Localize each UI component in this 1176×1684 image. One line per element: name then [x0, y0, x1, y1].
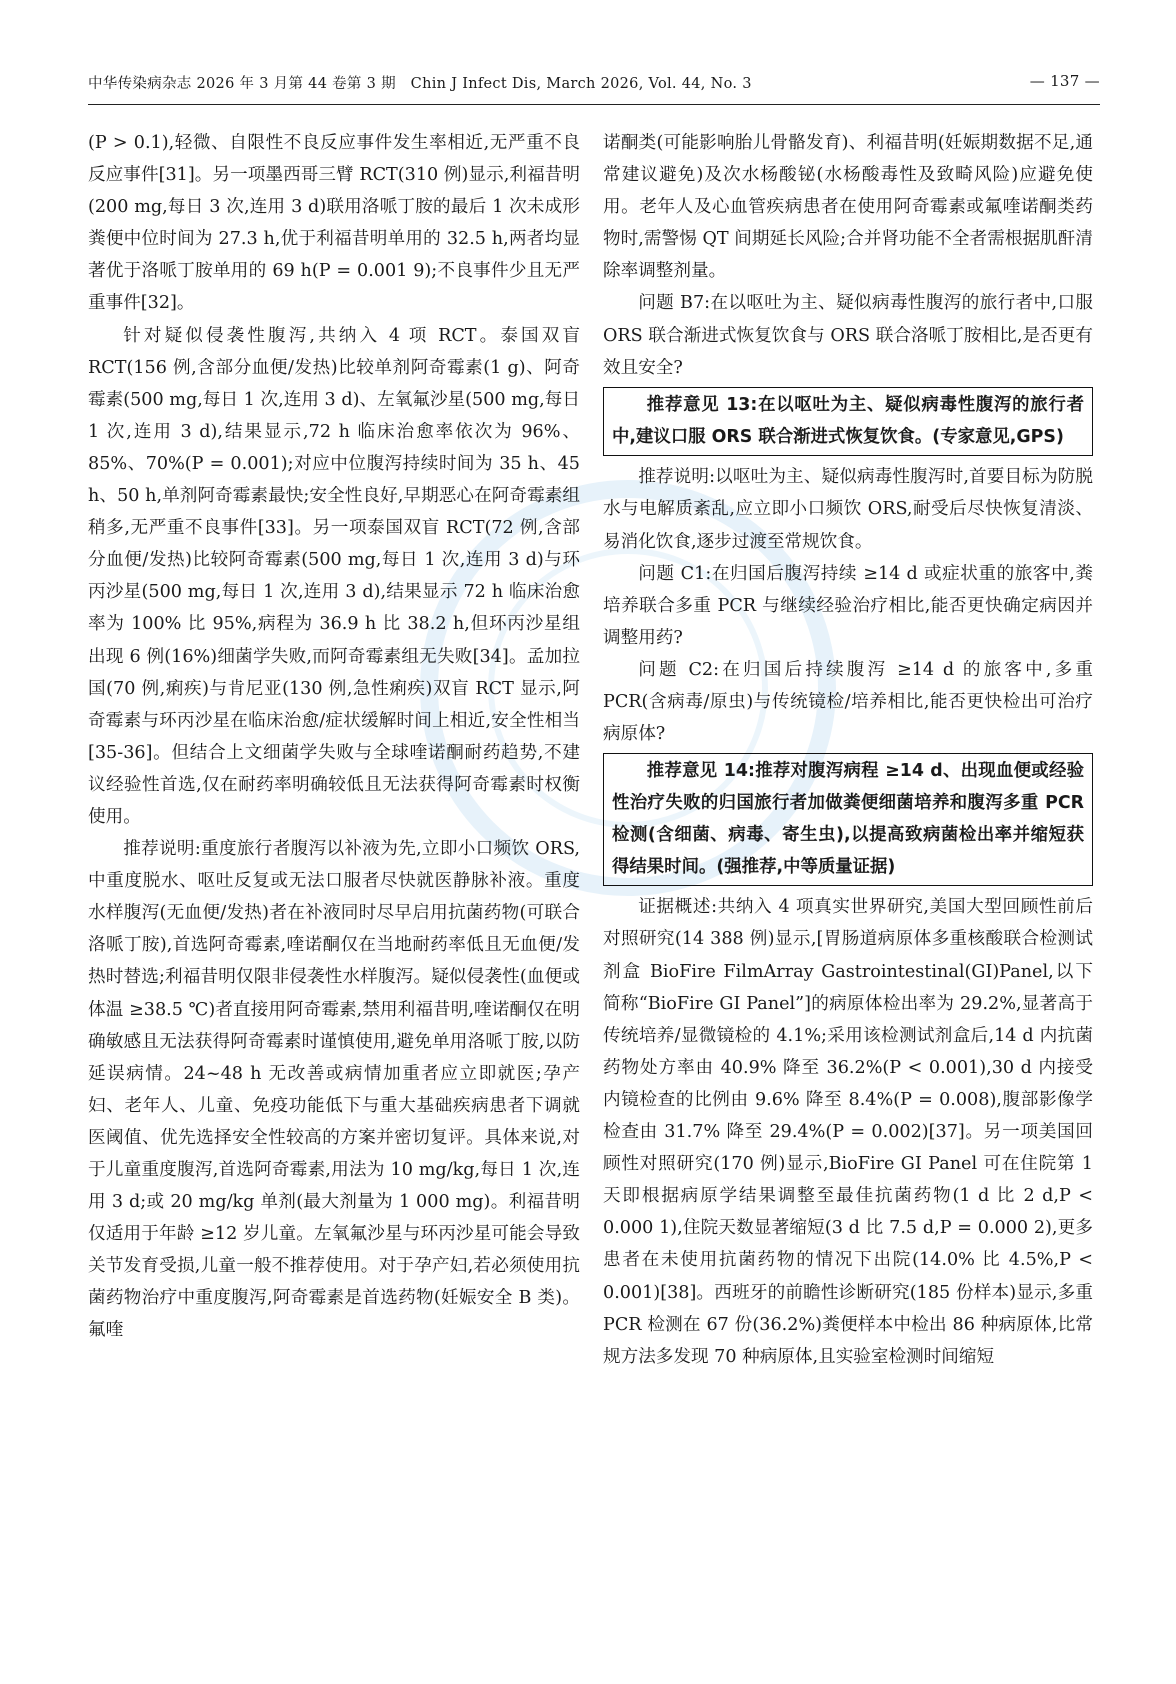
recommendation-13-text: 推荐意见 13:在以呕吐为主、疑似病毒性腹泻的旅行者中,建议口服 ORS 联合渐进式恢复饮食。(专家意见,GPS): [612, 394, 1084, 447]
paragraph-invasive-diarrhea: 针对疑似侵袭性腹泻,共纳入 4 项 RCT。泰国双盲 RCT(156 例,含部分血便/发热)比较单剂阿奇霉素(1 g)、阿奇霉素(500 mg,每日 1 次,连用 3 d)、左氧氟沙星(500 mg,每日 1 次,连用 3 d),结果显示,72 h 临床治愈率依次为 96%、85%、70%(P = 0.001);对应中位腹泻持续时间为 35 h、45 h、50 h,单剂阿奇霉素最快;安全性良好,早期恶心在阿奇霉素组稍多,无严重不良事件[33]。另一项泰国双盲 RCT(72 例,含部分血便/发热)比较阿奇霉素(500 mg,每日 1 次,连用 3 d)与环丙沙星(500 mg,每日 1 次,连用 3 d),结果显示 72 h 临床治愈率为 100% 比 95%,病程为 36.9 h 比 38.2 h,但环丙沙星组出现 6 例(16%)细菌学失败,而阿奇霉素组无失败[34]。孟加拉国(70 例,痢疾)与肯尼亚(130 例,急性痢疾)双盲 RCT 显示,阿奇霉素与环丙沙星在临床治愈/症状缓解时间上相近,安全性相当[35-36]。但结合上文细菌学失败与全球喹诺酮耐药趋势,不建议经验性首选,仅在耐药率明确较低且无法获得阿奇霉素时权衡使用。: [88, 325, 580, 827]
page-number: — 137 —: [1029, 72, 1100, 90]
recommendation-14-text: 推荐意见 14:推荐对腹泻病程 ≥14 d、出现血便或经验性治疗失败的归国旅行者加做粪便细菌培养和腹泻多重 PCR 检测(含细菌、病毒、寄生虫),以提高致病菌检出率并缩短获得结果时间。(强推荐,中等质量证据): [612, 761, 1084, 877]
question-c2: 问题 C2:在归国后持续腹泻 ≥14 d 的旅客中,多重 PCR(含病毒/原虫)与传统镜检/培养相比,能否更快检出可治疗病原体?: [603, 659, 1093, 745]
question-c1: 问题 C1:在归国后腹泻持续 ≥14 d 或症状重的旅客中,粪培养联合多重 PCR 与继续经验治疗相比,能否更快确定病因并调整用药?: [603, 563, 1093, 648]
paragraph-special-populations: 诺酮类(可能影响胎儿骨骼发育)、利福昔明(妊娠期数据不足,通常建议避免)及次水杨酸铋(水杨酸毒性及致畸风险)应避免使用。老年人及心血管疾病患者在使用阿奇霉素或氟喹诺酮类药物时,需警惕 QT 间期延长风险;合并肾功能不全者需根据肌酐清除率调整剂量。: [603, 133, 1093, 282]
paragraph-rifaximin-results: (P > 0.1),轻微、自限性不良反应事件发生率相近,无严重不良反应事件[31]。另一项墨西哥三臂 RCT(310 例)显示,利福昔明(200 mg,每日 3 次,连用 3 d)联用洛哌丁胺的最后 1 次未成形粪便中位时间为 27.3 h,优于利福昔明单用的 32.5 h,两者均显著优于洛哌丁胺单用的 69 h(P = 0.001 9);不良事件少且无严重事件[32]。: [88, 133, 580, 314]
recommendation-13-box: [603, 387, 1093, 457]
paragraph-recommendation-13-explanation: 推荐说明:以呕吐为主、疑似病毒性腹泻时,首要目标为防脱水与电解质紊乱,应立即小口频饮 ORS,耐受后尽快恢复清淡、易消化饮食,逐步过渡至常规饮食。: [603, 467, 1093, 552]
recommendation-14-box: [603, 753, 1093, 886]
question-b7: 问题 B7:在以呕吐为主、疑似病毒性腹泻的旅行者中,口服 ORS 联合渐进式恢复饮食与 ORS 联合洛哌丁胺相比,是否更有效且安全?: [603, 293, 1093, 378]
paragraph-evidence-summary: 证据概述:共纳入 4 项真实世界研究,美国大型回顾性前后对照研究(14 388 例)显示,[胃肠道病原体多重核酸联合检测试剂盒 BioFire FilmArray Gastrointestinal(GI)Panel,以下简称“BioFire GI Panel”]的病原体检出率为 29.2%,显著高于传统培养/显微镜检的 4.1%;采用该检测试剂盒后,14 d 内抗菌药物处方率由 40.9% 降至 36.2%(P < 0.001),30 d 内接受内镜检查的比例由 9.6% 降至 8.4%(P = 0.008),腹部影像学检查由 31.7% 降至 29.4%(P = 0.002)[37]。另一项美国回顾性对照研究(170 例)显示,BioFire GI Panel 可在住院第 1 天即根据病原学结果调整至最佳抗菌药物(1 d 比 2 d,P < 0.000 1),住院天数显著缩短(3 d 比 7.5 d,P = 0.000 2),更多患者在未使用抗菌药物的情况下出院(14.0% 比 4.5%,P < 0.001)[38]。西班牙的前瞻性诊断研究(185 份样本)显示,多重 PCR 检测在 67 份(36.2%)粪便样本中检出 86 种病原体,比常规方法多发现 70 种病原体,且实验室检测时间缩短: [603, 897, 1093, 1367]
journal-citation: 中华传染病杂志 2026 年 3 月第 44 卷第 3 期 Chin J Infect Dis, March 2026, Vol. 44, No. 3: [88, 76, 752, 92]
left-column: [88, 127, 580, 1347]
running-header: [88, 64, 1100, 105]
paragraph-recommendation-explanation: 推荐说明:重度旅行者腹泻以补液为先,立即小口频饮 ORS,中重度脱水、呕吐反复或无法口服者尽快就医静脉补液。重度水样腹泻(无血便/发热)者在补液同时尽早启用抗菌药物(可联合洛哌丁胺),首选阿奇霉素,喹诺酮仅在当地耐药率低且无血便/发热时替选;利福昔明仅限非侵袭性水样腹泻。疑似侵袭性(血便或体温 ≥38.5 ℃)者直接用阿奇霉素,禁用利福昔明,喹诺酮仅在明确敏感且无法获得阿奇霉素时谨慎使用,避免单用洛哌丁胺,以防延误病情。24~48 h 无改善或病情加重者应立即就医;孕产妇、老年人、儿童、免疫功能低下与重大基础疾病患者下调就医阈值、优先选择安全性较高的方案并密切复评。具体来说,对于儿童重度腹泻,首选阿奇霉素,用法为 10 mg/kg,每日 1 次,连用 3 d;或 20 mg/kg 单剂(最大剂量为 1 000 mg)。利福昔明仅适用于年龄 ≥12 岁儿童。左氧氟沙星与环丙沙星可能会导致关节发育受损,儿童一般不推荐使用。对于孕产妇,若必须使用抗菌药物治疗中重度腹泻,阿奇霉素是首选药物(妊娠安全 B 类)。氟喹: [88, 839, 580, 1341]
right-column: [603, 127, 1093, 1373]
